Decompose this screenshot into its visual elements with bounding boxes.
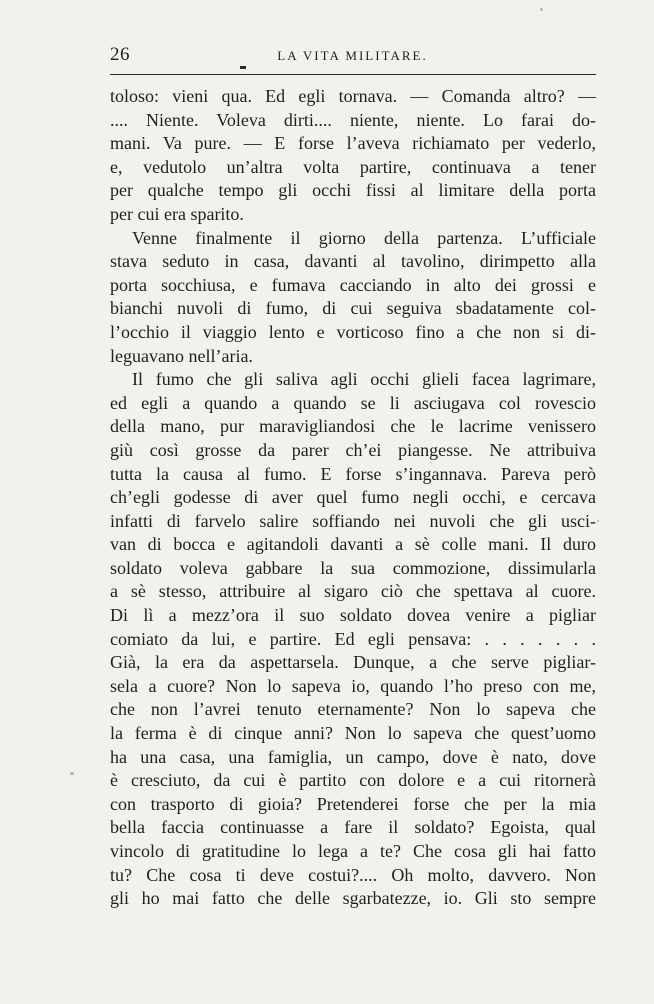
page-number: 26: [110, 44, 130, 65]
text-line: per qualche tempo gli occhi fissi al limitare della porta: [110, 180, 596, 201]
text-line: van di bocca e agitandoli davanti a sè colle mani. Il duro: [110, 534, 596, 555]
text-line: della mano, pur maravigliandosi che le lacrime venissero: [110, 416, 596, 437]
text-line: gli ho mai fatto che delle sgarbatezze, io. Gli sto sempre: [110, 888, 596, 909]
text-line: stava seduto in casa, davanti al tavolino, dirimpetto alla: [110, 251, 596, 272]
text-line: giù così grosse da parer ch’ei piangesse. Ne attribuiva: [110, 439, 596, 460]
text-line: che non l’avrei tenuto eternamente? Non lo sapeva che: [110, 699, 596, 720]
paper-speck: [70, 772, 74, 775]
text-line: e, vedutolo un’altra volta partire, continuava a tener: [110, 156, 596, 177]
text-line: sela a cuore? Non lo sapeva io, quando l’ho preso con me,: [110, 675, 596, 696]
text-line: .... Niente. Voleva dirti.... niente, niente. Lo farai do-: [110, 109, 596, 130]
text-line: la ferma è di cinque anni? Non lo sapeva che quest’uomo: [110, 723, 596, 744]
rule-mark: [240, 66, 246, 69]
page-header: [110, 44, 595, 66]
text-line: Di lì a mezz’ora il suo soldato dovea venire a pigliar: [110, 605, 596, 626]
text-line: ha una casa, una famiglia, un campo, dove è nato, dove: [110, 746, 596, 767]
text-line: comiato da lui, e partire. Ed egli pensava: . . . . . . .: [110, 628, 596, 649]
text-line: bianchi nuvoli di fumo, di cui seguiva sbadatamente col-: [110, 298, 596, 319]
header-rule: [110, 74, 596, 75]
text-line: mani. Va pure. — E forse l’aveva richiamato per vederlo,: [110, 133, 596, 154]
text-line: infatti di farvelo salire soffiando nei nuvoli che gli usci-: [110, 510, 596, 531]
paper-speck: [597, 520, 599, 522]
text-line: è cresciuto, da cui è partito con dolore e a cui ritornerà: [110, 770, 596, 791]
text-line: ch’egli godesse di aver quel fumo negli occhi, e cercava: [110, 487, 596, 508]
paper-speck: [540, 8, 543, 11]
text-line: porta socchiusa, e fumava cacciando in alto dei grossi e: [110, 274, 596, 295]
text-line: Già, la era da aspettarsela. Dunque, a che serve pigliar-: [110, 652, 596, 673]
text-line: ed egli a quando a quando se li asciugava col rovescio: [110, 392, 596, 413]
text-line: Venne finalmente il giorno della partenza. L’ufficiale: [132, 227, 596, 248]
text-line: vincolo di gratitudine lo lega a te? Che cosa gli hai fatto: [110, 841, 596, 861]
running-title: LA VITA MILITARE.: [277, 48, 428, 63]
text-line: l’occhio il viaggio lento e vorticoso fino a che non si di-: [110, 321, 596, 342]
text-line: con trasporto di gioia? Pretenderei forse che per la mia: [110, 793, 596, 814]
text-line: toloso: vieni qua. Ed egli tornava. — Comanda altro? —: [110, 86, 596, 106]
text-line: tu? Che cosa ti deve costui?.... Oh molto, davvero. Non: [110, 864, 596, 885]
text-line: a sè stesso, attribuire al sigaro ciò che spettava al cuore.: [110, 581, 596, 602]
text-line: tutta la causa al fumo. E forse s’ingannava. Pareva però: [110, 463, 596, 484]
text-line: Il fumo che gli saliva agli occhi glieli facea lagrimare,: [132, 369, 596, 390]
text-line: leguavano nell’aria.: [110, 345, 253, 366]
text-line: per cui era sparito.: [110, 203, 244, 224]
text-line: soldato voleva gabbare la sua commozione, dissimularla: [110, 557, 596, 578]
text-line: bella faccia continuasse a fare il soldato? Egoista, qual: [110, 817, 596, 838]
body-text: [110, 85, 596, 911]
